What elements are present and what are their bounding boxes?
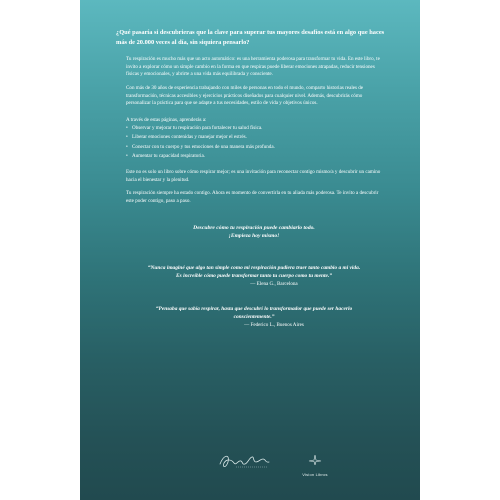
footer — [80, 448, 420, 478]
headline: ¿Qué pasaría si descubrieras que la clave para superar tus mayores desafíos está en algo que haces más de 20.000 veces al día, sin siquiera pensarlo? — [116, 29, 385, 46]
list-item — [126, 144, 392, 152]
learning-list — [116, 117, 392, 160]
author-signature-icon — [216, 450, 276, 472]
publisher-name: Vision Libros — [302, 472, 328, 477]
list-item-text: Conectar con tu cuerpo y tus emociones de una manera más profunda. — [132, 143, 275, 150]
bullet-icon: • — [126, 152, 128, 159]
list-item — [126, 125, 392, 133]
testimonial-quote: “Nunca imaginé que algo tan simple como mi respiración pudiera traer tanto cambio a mi vida. Es increíble cómo puede transformar tanto tu cuerpo como tu mente.” — [147, 265, 361, 280]
list-item-text: Aumentar tu capacidad respiratoria. — [132, 152, 205, 159]
testimonial-quote: “Pensaba que sabía respirar, hasta que descubrí lo transformador que puede ser hacerlo conscientemente.” — [155, 305, 353, 320]
list-item-text: Observar y mejorar tu respiración para fortalecer tu salud física. — [132, 125, 263, 132]
back-cover — [80, 0, 420, 500]
paragraph-intro: Tu respiración es mucho más que un acto automático: es una herramienta poderosa para transformar tu vida. En este libro, te invito a explorar cómo un simple cambio en la forma en que respiras puede liberar emociones atrapadas, reducir tensiones físicas y emocionales, y abrirte a una vida más equilibrada y consciente. — [126, 56, 380, 78]
paragraph-experience: Con más de 30 años de experiencia trabajando con miles de personas en todo el mundo, comparto historias reales de transformación, técnicas accesibles y ejercicios prácticos diseñados para cualquier nivel. Además, descubrirás cómo personalizar la práctica para que se adapte a tus necesidades, estilo de vida y objetivos únicos. — [126, 84, 364, 107]
bullet-icon: • — [126, 125, 128, 132]
testimonial-author: — Federico L., Buenos Aires — [244, 321, 304, 328]
paragraph-invitation: Este no es solo un libro sobre cómo respirar mejor; es una invitación para reconectar contigo mismo/a y descubrir un camino hacia el bienestar y la plenitud. — [126, 169, 381, 183]
list-lead: A través de estas páginas, aprenderás a: — [126, 116, 207, 123]
paragraph-breath: Tu respiración siempre ha estado contigo. Ahora es momento de convertirla en tu aliada más poderosa. Te invito a descubrir este poder contigo, paso a paso. — [126, 190, 379, 204]
bullet-icon: • — [126, 143, 128, 150]
call-to-action — [116, 224, 392, 240]
list-item — [126, 153, 392, 161]
bullet-icon: • — [126, 134, 128, 141]
quill-icon — [308, 455, 322, 465]
testimonial-author: — Elena G., Barcelona — [250, 281, 298, 288]
publisher-logo — [298, 452, 332, 477]
bullet-list — [126, 125, 392, 160]
cta-line-2: ¡Empieza hoy mismo! — [228, 232, 280, 239]
list-item-text: Liberar emociones contenidas y manejar mejor el estrés. — [132, 134, 247, 141]
list-item — [126, 134, 392, 142]
cta-line-1: Descubre cómo tu respiración puede cambiarlo todo. — [193, 224, 315, 231]
